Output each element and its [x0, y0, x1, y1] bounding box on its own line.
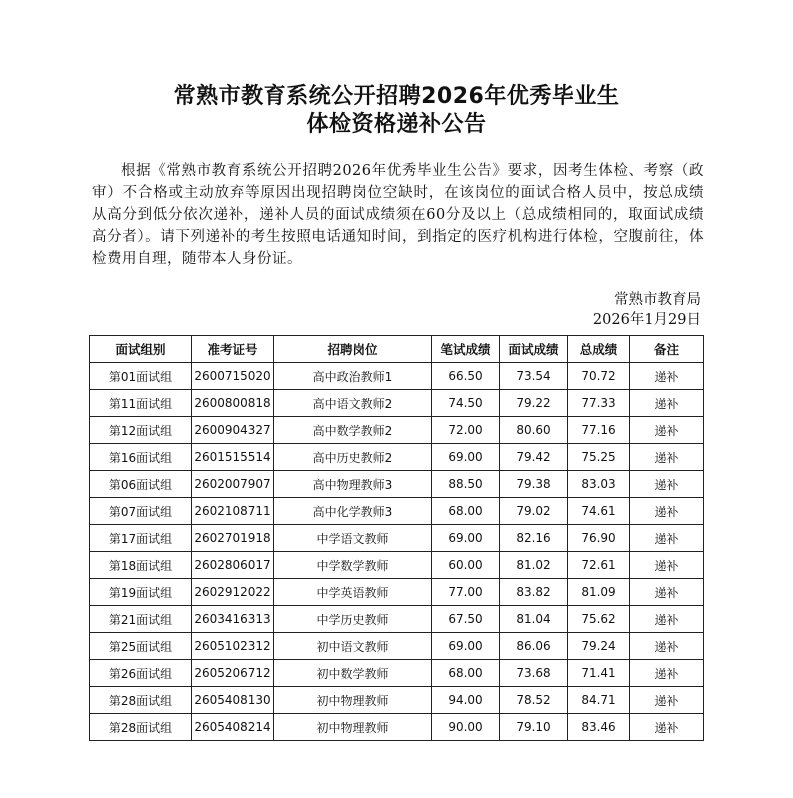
cell-total-score: 83.03 [568, 471, 630, 498]
cell-interview-group: 第21面试组 [90, 606, 192, 633]
cell-total-score: 79.24 [568, 633, 630, 660]
cell-interview-group: 第25面试组 [90, 633, 192, 660]
cell-written-score: 68.00 [432, 660, 500, 687]
cell-interview-group: 第19面试组 [90, 579, 192, 606]
cell-exam-number: 2600904327 [192, 417, 274, 444]
cell-interview-group: 第28面试组 [90, 687, 192, 714]
cell-total-score: 75.62 [568, 606, 630, 633]
header-exam-number: 准考证号 [192, 336, 274, 363]
cell-interview-group: 第17面试组 [90, 525, 192, 552]
cell-remarks: 递补 [630, 633, 704, 660]
cell-remarks: 递补 [630, 660, 704, 687]
cell-exam-number: 2602912022 [192, 579, 274, 606]
cell-interview-score: 79.02 [500, 498, 568, 525]
cell-interview-group: 第12面试组 [90, 417, 192, 444]
candidate-table [89, 335, 704, 741]
cell-remarks: 递补 [630, 498, 704, 525]
cell-interview-score: 81.02 [500, 552, 568, 579]
cell-position: 高中政治教师1 [274, 363, 432, 390]
cell-interview-score: 79.22 [500, 390, 568, 417]
cell-exam-number: 2602108711 [192, 498, 274, 525]
cell-remarks: 递补 [630, 390, 704, 417]
cell-exam-number: 2602806017 [192, 552, 274, 579]
cell-interview-score: 73.68 [500, 660, 568, 687]
table-row [90, 606, 704, 633]
cell-remarks: 递补 [630, 714, 704, 741]
cell-interview-group: 第07面试组 [90, 498, 192, 525]
header-remarks: 备注 [630, 336, 704, 363]
cell-written-score: 60.00 [432, 552, 500, 579]
cell-remarks: 递补 [630, 417, 704, 444]
cell-interview-group: 第06面试组 [90, 471, 192, 498]
cell-exam-number: 2605206712 [192, 660, 274, 687]
cell-interview-score: 86.06 [500, 633, 568, 660]
table-row [90, 687, 704, 714]
cell-written-score: 69.00 [432, 444, 500, 471]
table-row [90, 660, 704, 687]
cell-exam-number: 2603416313 [192, 606, 274, 633]
cell-position: 初中语文教师 [274, 633, 432, 660]
header-written-score: 笔试成绩 [432, 336, 500, 363]
header-total-score: 总成绩 [568, 336, 630, 363]
cell-exam-number: 2602701918 [192, 525, 274, 552]
cell-written-score: 68.00 [432, 498, 500, 525]
cell-position: 高中语文教师2 [274, 390, 432, 417]
cell-position: 高中物理教师3 [274, 471, 432, 498]
cell-written-score: 69.00 [432, 525, 500, 552]
cell-total-score: 77.33 [568, 390, 630, 417]
announcement-body: 根据《常熟市教育系统公开招聘2026年优秀毕业生公告》要求，因考生体检、考察（政审）不合格或主动放弃等原因出现招聘岗位空缺时，在该岗位的面试合格人员中，按总成绩从高分到低分依次递补，递补人员的面试成绩须在60分及以上（总成绩相同的，取面试成绩高分者）。请下列递补的考生按照电话通知时间，到指定的医疗机构进行体检，空腹前往，体检费用自理，随带本人身份证。 [92, 163, 704, 267]
cell-total-score: 77.16 [568, 417, 630, 444]
cell-total-score: 81.09 [568, 579, 630, 606]
table-row [90, 417, 704, 444]
cell-written-score: 69.00 [432, 633, 500, 660]
table-row [90, 363, 704, 390]
table-row [90, 714, 704, 741]
cell-position: 初中物理教师 [274, 714, 432, 741]
cell-position: 初中物理教师 [274, 687, 432, 714]
table-row [90, 498, 704, 525]
cell-interview-score: 82.16 [500, 525, 568, 552]
cell-remarks: 递补 [630, 606, 704, 633]
cell-exam-number: 2602007907 [192, 471, 274, 498]
cell-interview-score: 78.52 [500, 687, 568, 714]
cell-interview-score: 79.38 [500, 471, 568, 498]
cell-position: 高中历史教师2 [274, 444, 432, 471]
cell-exam-number: 2605102312 [192, 633, 274, 660]
table-row [90, 633, 704, 660]
cell-exam-number: 2600800818 [192, 390, 274, 417]
cell-written-score: 72.00 [432, 417, 500, 444]
cell-exam-number: 2601515514 [192, 444, 274, 471]
table-row [90, 471, 704, 498]
cell-interview-score: 80.60 [500, 417, 568, 444]
cell-total-score: 70.72 [568, 363, 630, 390]
cell-remarks: 递补 [630, 471, 704, 498]
cell-position: 初中数学教师 [274, 660, 432, 687]
cell-interview-score: 79.10 [500, 714, 568, 741]
cell-position: 中学英语教师 [274, 579, 432, 606]
cell-interview-group: 第01面试组 [90, 363, 192, 390]
cell-total-score: 84.71 [568, 687, 630, 714]
cell-remarks: 递补 [630, 579, 704, 606]
cell-written-score: 66.50 [432, 363, 500, 390]
cell-total-score: 74.61 [568, 498, 630, 525]
cell-position: 中学历史教师 [274, 606, 432, 633]
page-title: 常熟市教育系统公开招聘2026年优秀毕业生 [173, 84, 620, 109]
cell-position: 高中数学教师2 [274, 417, 432, 444]
cell-remarks: 递补 [630, 525, 704, 552]
cell-interview-score: 83.82 [500, 579, 568, 606]
cell-remarks: 递补 [630, 444, 704, 471]
page-subtitle: 体检资格递补公告 [306, 112, 487, 137]
cell-remarks: 递补 [630, 687, 704, 714]
header-interview-group: 面试组别 [90, 336, 192, 363]
cell-position: 高中化学教师3 [274, 498, 432, 525]
cell-total-score: 71.41 [568, 660, 630, 687]
cell-interview-score: 81.04 [500, 606, 568, 633]
cell-total-score: 76.90 [568, 525, 630, 552]
table-body [90, 363, 704, 741]
issue-date: 2026年1月29日 [592, 312, 701, 328]
table-row [90, 444, 704, 471]
cell-written-score: 94.00 [432, 687, 500, 714]
cell-written-score: 88.50 [432, 471, 500, 498]
table-row [90, 390, 704, 417]
cell-position: 中学数学教师 [274, 552, 432, 579]
table-row [90, 579, 704, 606]
cell-remarks: 递补 [630, 552, 704, 579]
cell-exam-number: 2600715020 [192, 363, 274, 390]
header-position: 招聘岗位 [274, 336, 432, 363]
cell-exam-number: 2605408130 [192, 687, 274, 714]
cell-interview-group: 第18面试组 [90, 552, 192, 579]
cell-interview-score: 73.54 [500, 363, 568, 390]
header-interview-score: 面试成绩 [500, 336, 568, 363]
cell-total-score: 83.46 [568, 714, 630, 741]
table-row [90, 525, 704, 552]
cell-interview-group: 第26面试组 [90, 660, 192, 687]
cell-interview-group: 第16面试组 [90, 444, 192, 471]
cell-total-score: 72.61 [568, 552, 630, 579]
cell-position: 中学语文教师 [274, 525, 432, 552]
cell-written-score: 74.50 [432, 390, 500, 417]
issuer-name: 常熟市教育局 [614, 292, 701, 308]
table-header-row [90, 336, 704, 363]
cell-interview-group: 第11面试组 [90, 390, 192, 417]
cell-written-score: 77.00 [432, 579, 500, 606]
table-row [90, 552, 704, 579]
cell-interview-group: 第28面试组 [90, 714, 192, 741]
cell-total-score: 75.25 [568, 444, 630, 471]
cell-interview-score: 79.42 [500, 444, 568, 471]
cell-written-score: 67.50 [432, 606, 500, 633]
cell-written-score: 90.00 [432, 714, 500, 741]
cell-remarks: 递补 [630, 363, 704, 390]
cell-exam-number: 2605408214 [192, 714, 274, 741]
